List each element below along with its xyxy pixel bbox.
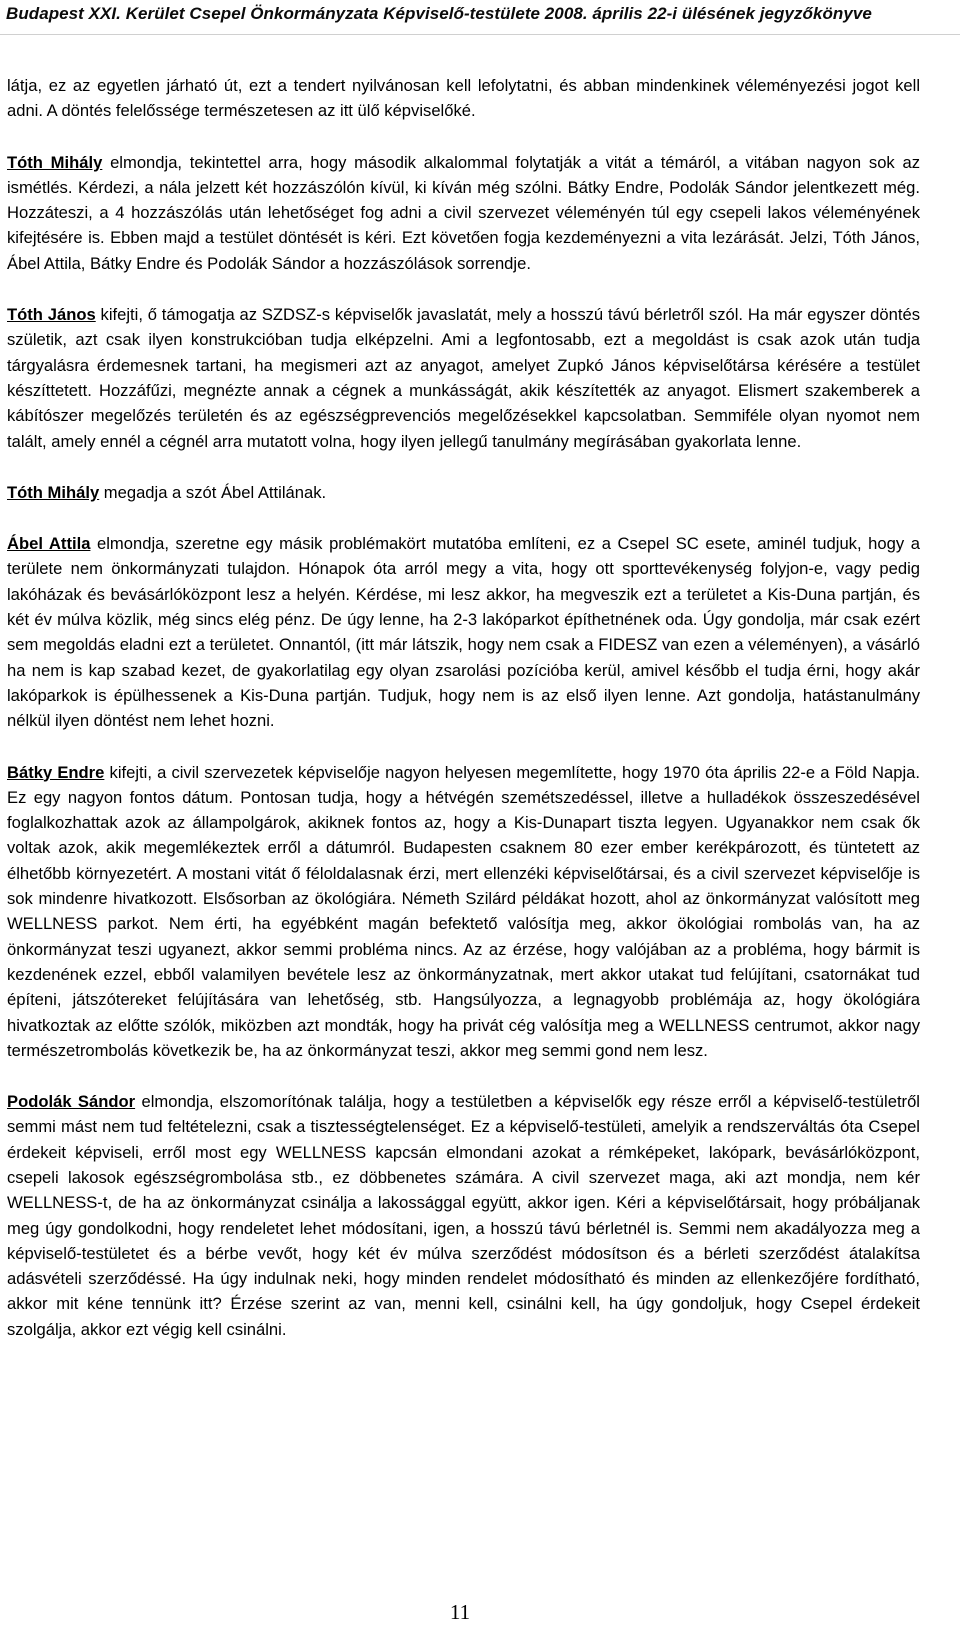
paragraph-text: elmondja, tekintettel arra, hogy második alkalommal folytatják a vitát a témáról, a vitában nagyon sok az ismétlés. Kérdezi, a nála jelzett két hozzászólón kívül, ki kíván még szólni. Bátky Endre, Podolák Sándor jelentkezett még. Hozzáteszi, a 4 hozzászólás után lehetőséget fog adni a civil szervezet véleményén túl egy csepeli lakos véleményének kifejtésére is. Ebben majd a testület döntését is kéri. Ezt követően fogja kezdeményezni a vita lezárását. Jelzi, Tóth János, Ábel Attila, Bátky Endre és Podolák Sándor a hozzászólások sorrendje. [7, 152, 920, 273]
page-header [0, 0, 960, 35]
speaker-name: Tóth János [7, 305, 96, 325]
paragraph-abel-attila [7, 531, 920, 733]
paragraph-batky-endre [7, 760, 920, 1064]
paragraph-text: látja, ez az egyetlen járható út, ezt a tendert nyilvánosan kell lefolytatni, és abban mindenkinek véleményezési jogot kell adni. A döntés felelőssége természetesen az itt ülő képviselőké. [7, 76, 920, 121]
paragraph-text: megadja a szót Ábel Attilának. [99, 482, 327, 502]
paragraph-text: kifejti, a civil szervezetek képviselője nagyon helyesen megemlítette, hogy 1970 óta április 22-e a Föld Napja. Ez egy nagyon fontos dátum. Pontosan tudja, hogy a hétvégén szemétszedéssel, illetve a hulladékok összeszedésével foglalkozhattak azok az állampolgárok, akiknek fontos az, hogy a Kis-Dunapart tiszta legyen. Ugyanakkor nem csak ők voltak azok, akik megemlékeztek erről a dátumról. Budapesten csaknem 80 ezer ember kerékpározott, és tüntetett az élhetőbb környezetért. A mostani vitát ő féloldalasnak érzi, mert ellenzéki képviselőtársai, és a civil szervezet képviselője is sok mindenre hivatkozott. Elsősorban az ökológiára. Németh Szilárd példákat hozott, ahol az önkormányzat valósított meg WELLNESS parkot. Nem érti, ha egyébként magán befektető valósítja meg, akkor ökológiai rombolás van, ha az önkormányzat teszi ugyanezt, akkor semmi probléma nincs. Az az érzése, hogy valójában az a probléma, hogy bármit is kezdenének ezzel, ebből valamilyen bevétele lesz az önkormányzatnak, mert akkor utakat tud felújítani, csatornákat tud építeni, játszótereket felújítására van lehetőség, stb. Hangsúlyozza, a legnagyobb problémája az, hogy ökológiára hivatkoztak az előtte szólók, miközben azt mondták, hogy ha privát cég valósítja meg a WELLNESS centrumot, akkor nagy természetrombolás következik be, ha az önkormányzat teszi, akkor meg semmi gond nem lesz. [7, 762, 920, 1060]
speaker-name: Tóth Mihály [7, 152, 103, 172]
paragraph-text: elmondja, szeretne egy másik problémakört mutatóba említeni, ez a Csepel SC esete, aminél tudjuk, hogy a területe nem önkormányzati tulajdon. Hónapok óta arról megy a vita, hogy ott sporttevékenység folyjon-e, vagy pedig lakóházak és bevásárlóközpont lesz a helyén. Kérdése, mi lesz akkor, ha megveszik ezt a területet a Kis-Duna partján, és két év múlva közlik, még sincs elég pénz. De úgy lenne, ha 2-3 lakóparkot építhetnének oda. Úgy gondolja, már csak ezért sem megoldás eladni ezt a területet. Onnantól, (itt már látszik, hogy nem csak a FIDESZ van ezen a véleményen), a vásárló ha nem is kap szabad kezet, de gyakorlatilag egy olyan zsarolási pozícióba kerül, amivel később el tudja érni, hogy akár lakóparkok is épülhessenek a Kis-Duna partján. Tudjuk, hogy nem is az első ilyen lenne. Azt gondolja, hatástanulmány nélkül ilyen döntést nem lehet hozni. [7, 534, 920, 731]
paragraph-continuation [7, 73, 920, 124]
document-body [7, 73, 920, 1368]
speaker-name: Ábel Attila [7, 534, 91, 554]
paragraph-text: elmondja, elszomorítónak találja, hogy a testületben a képviselők egy része erről a képviselő-testületről semmi mást nem tud feltételezni, csak a tisztességtelenséget. Ez a képviselő-testületi, amelyik a rendszerváltás óta Csepel érdekeit képviseli, erről most egy WELLNESS kapcsán elmondani azokat a rémképeket, lakópark, bevásárlóközpont, csepeli lakosok egészségrombolása stb., ez döbbenetes számára. A civil szervezet maga, aki azt mondja, nem kér WELLNESS-t, de ha az önkormányzat csinálja a lakossággal együtt, akkor igen. Kéri a képviselőtársait, hogy próbáljanak meg úgy gondolkodni, hogy rendeletet lehet módosítani, igen, a hosszú távú bérletnél is. Semmi nem akadályozza meg a képviselő-testületet és a bérbe vevőt, hogy két év múlva szerződést módosítson és a bérleti szerződést átalakítsa adásvételi szerződéssé. Ha úgy indulnak neki, hogy minden rendelet módosítható és minden az ellenkezőjére fordítható, akkor mit kéne tennünk itt? Érzése szerint az van, menni kell, csinálni kell, ha úgy gondoljuk, hogy Csepel érdekeit szolgálja, akkor ezt végig kell csinálni. [7, 1092, 920, 1339]
speaker-name: Tóth Mihály [7, 482, 100, 502]
header-title: Budapest XXI. Kerület Csepel Önkormányzata Képviselő-testülete 2008. április 22-i ülésének jegyzőkönyve [6, 4, 872, 23]
paragraph-text: kifejti, ő támogatja az SZDSZ-s képviselők javaslatát, mely a hosszú távú bérletről szól. Ha már egyszer döntés születik, azt csak ilyen konstrukcióban tudja elképzelni. Ami a legfontosabb, ezt a megoldást is csak azok után tudja tárgyalásra érdemesnek tartani, ha megismeri azt az anyagot, amelyet Zupkó János képviselőtársa kérésére a testület készíttetett. Hozzáfűzi, megnézte annak a cégnek a munkásságát, akik készítették az anyagot. Elismert szakemberek a kábítószer megelőzés területén és az egészségprevenciós megelőzésekkel kapcsolatban. Semmiféle olyan nyomot nem talált, amely ennél a cégnél arra mutatott volna, hogy ilyen jellegű tanulmány megírásában gyakorlata lenne. [7, 305, 920, 451]
paragraph-toth-janos [7, 302, 920, 454]
speaker-name: Bátky Endre [7, 762, 105, 782]
paragraph-toth-mihaly-1 [7, 150, 920, 276]
paragraph-podolak-sandor [7, 1089, 920, 1342]
paragraph-toth-mihaly-2 [7, 480, 920, 505]
speaker-name: Podolák Sándor [7, 1092, 136, 1112]
page-number: 11 [449, 1600, 471, 1624]
